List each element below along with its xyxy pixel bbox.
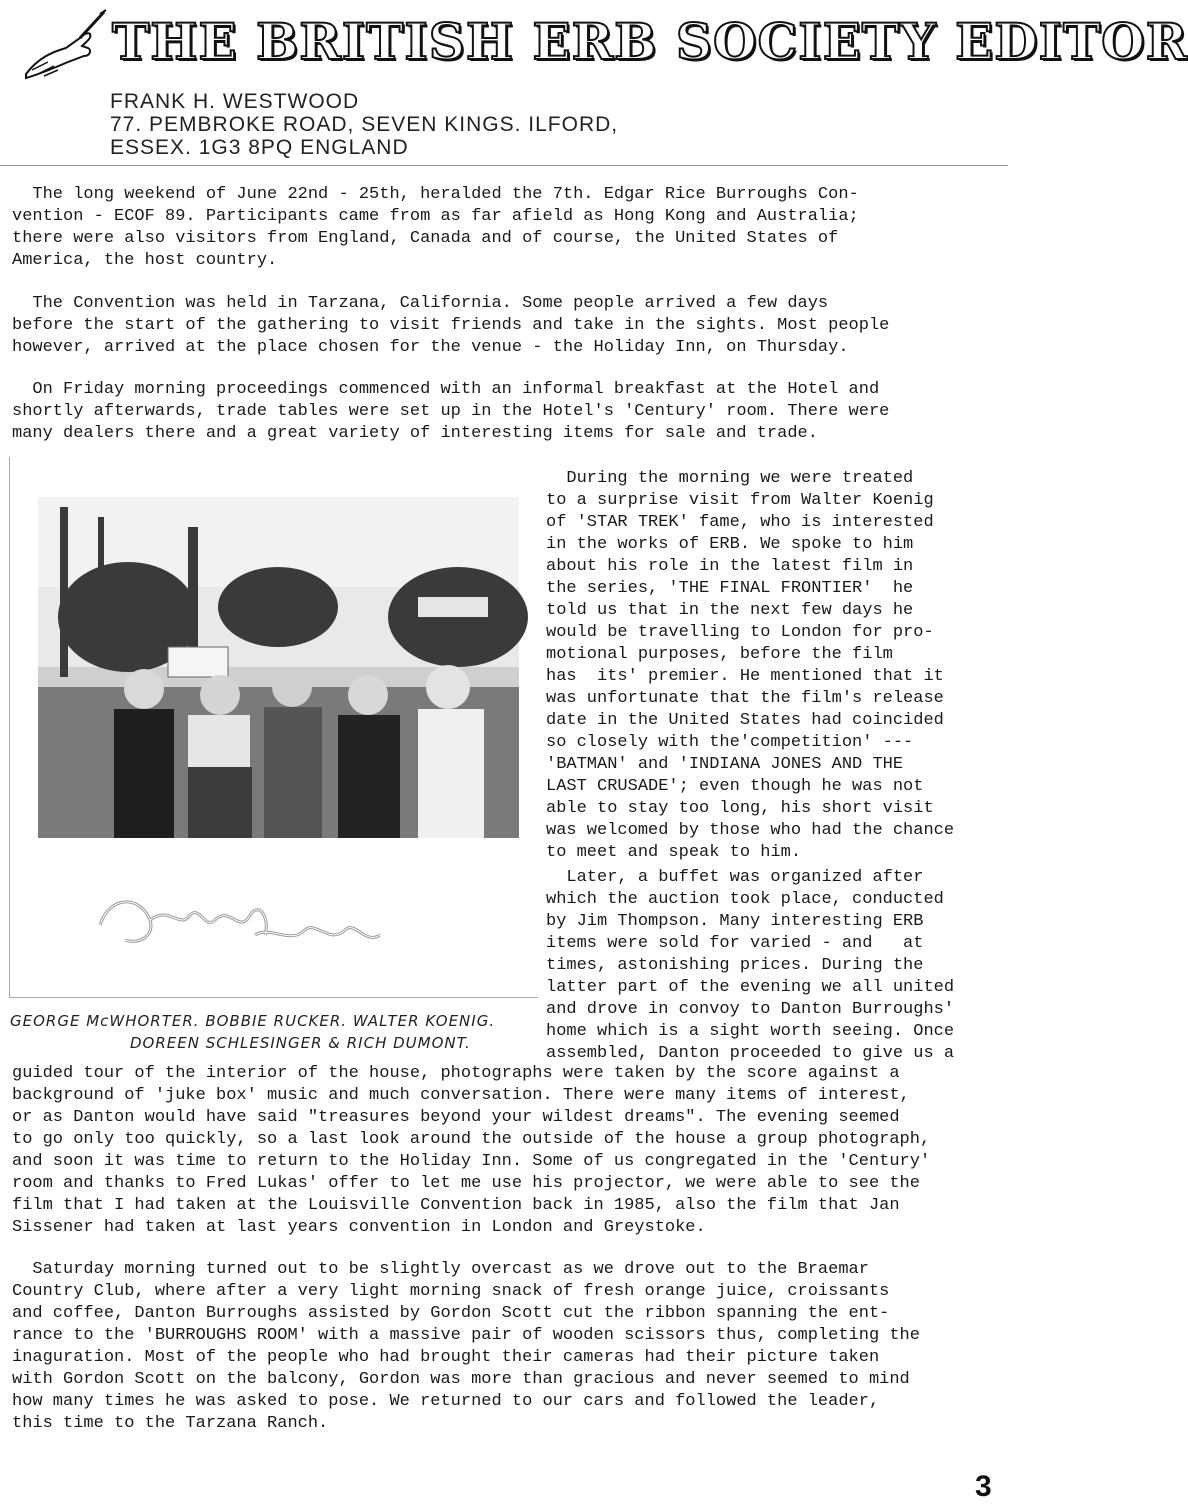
caption-line-2: DOREEN SCHLESINGER & RICH DUMONT. [130, 1034, 471, 1052]
paragraph-3: On Friday morning proceedings commenced with an informal breakfast at the Hotel and shortly afterwards, trade tables were set up in the Hotel's 'Century' room. There were many dealers there and a great variety of interesting items for sale and trade. [12, 380, 890, 443]
hand-holding-pen-icon [18, 8, 108, 80]
editor-name: FRANK H. WESTWOOD [110, 90, 360, 113]
paragraph-5: Later, a buffet was organized after which the auction took place, conducted by Jim Thompson. Many interesting ERB items were sold for varied - and at times, astonishing prices. During the latter part of the evening we all united and drove in convoy to Danton Burroughs' home which is a sight worth seeing. Once assembled, Danton proceeded to give us a [546, 868, 955, 1063]
group-photo [38, 497, 519, 838]
paragraph-2: The Convention was held in Tarzana, California. Some people arrived a few days before the start of the gathering to visit friends and take in the sights. Most people however, arrived at the place chosen for the venue - the Holiday Inn, on Thursday. [12, 294, 890, 357]
editor-address [110, 90, 618, 159]
photo-caption [10, 1010, 535, 1054]
photo-frame [9, 457, 538, 998]
address-line-2: ESSEX. 1G3 8PQ ENGLAND [110, 136, 409, 159]
masthead [0, 0, 1188, 165]
page-number: 3 [975, 1470, 992, 1503]
paragraph-6: Saturday morning turned out to be slightly overcast as we drove out to the Braemar Country Club, where after a very light morning snack of fresh orange juice, croissants and coffee, Danton Burroughs assisted by Gordon Scott cut the ribbon spanning the ent- rance to the 'BURROUGHS ROOM' with a massive pair of wooden scissors thus, completing the inaguration. Most of the people who had brought their cameras had their picture taken with Gordon Scott on the balcony, Gordon was more than gracious and never seemed to mind how many times he was asked to pose. We returned to our cars and followed the leader, this time to the Tarzana Ranch. [12, 1260, 920, 1433]
header-divider [0, 165, 1008, 166]
paragraph-4: During the morning we were treated to a surprise visit from Walter Koenig of 'STAR TREK' fame, who is interested in the works of ERB. We spoke to him about his role in the latest film in the series, 'THE FINAL FRONTIER' he told us that in the next few days he would be travelling to London for pro- motional purposes, before the film has its' premier. He mentioned that it was unfortunate that the film's release date in the United States had coincided so closely with the'competition' --- 'BATMAN' and 'INDIANA JONES AND THE LAST CRUSADE'; even though he was not able to stay too long, his short visit was welcomed by those who had the chance to meet and speak to him. [546, 469, 955, 862]
autograph-signature [90, 875, 390, 965]
paragraph-1: The long weekend of June 22nd - 25th, heralded the 7th. Edgar Rice Burroughs Con- vention - ECOF 89. Participants came from as far afield as Hong Kong and Australia; there were also visitors from England, Canada and of course, the United States of America, the host country. [12, 185, 859, 270]
address-line-1: 77. PEMBROKE ROAD, SEVEN KINGS. ILFORD, [110, 113, 619, 136]
paragraph-5-continued: guided tour of the interior of the house, photographs were taken by the score against a background of 'juke box' music and much conversation. There were many items of interest, or as Danton would have said "treasures beyond your wildest dreams". The evening seemed to go only too quickly, so a last look around the outside of the house a group photograph, and soon it was time to return to the Holiday Inn. Some of us congregated in the 'Century' room and thanks to Fred Lukas' offer to let me use his projector, we were able to see the film that I had taken at the Louisville Convention back in 1985, also the film that Jan Sissener had taken at last years convention in London and Greystoke. [12, 1064, 931, 1237]
masthead-title: THE BRITISH ERB SOCIETY EDITOR [112, 12, 1188, 71]
caption-line-1: GEORGE McWHORTER. BOBBIE RUCKER. WALTER KOENIG. [10, 1012, 496, 1030]
